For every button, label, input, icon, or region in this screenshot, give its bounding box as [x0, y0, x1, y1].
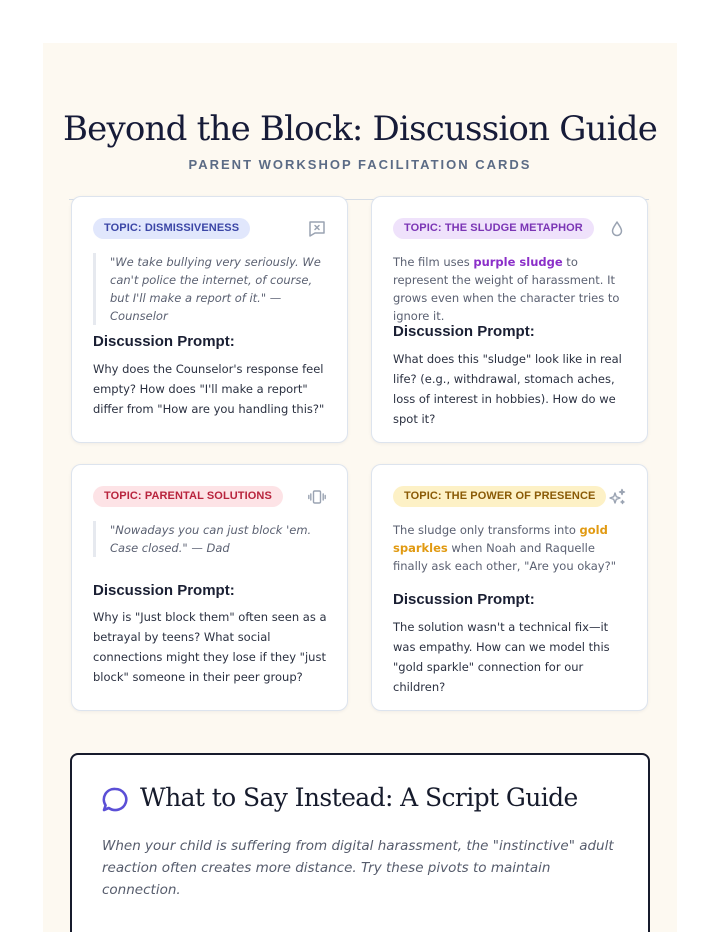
card-parental-solutions	[71, 464, 348, 711]
page-title: Beyond the Block: Discussion Guide	[62, 109, 658, 149]
script-guide-title: What to Say Instead: A Script Guide	[140, 783, 578, 812]
prompt-text: What does this "sludge" look like in real life? (e.g., withdrawal, stomach aches, loss of interest in hobbies). How do we spot it?	[393, 352, 622, 426]
script-guide-section	[70, 753, 650, 932]
card-dismissiveness	[71, 196, 348, 443]
card-description	[393, 253, 629, 325]
highlight-gold-sparkles: gold sparkles	[393, 523, 608, 555]
script-guide-intro: When your child is suffering from digital harassment, the "instinctive" adult reaction often creates more distance. Try these pivots to maintain connection.	[102, 838, 614, 898]
highlight-purple-sludge: purple sludge	[473, 255, 563, 269]
card-power-of-presence	[371, 464, 648, 711]
topic-badge: TOPIC: PARENTAL SOLUTIONS	[93, 486, 283, 507]
sparkles-icon	[607, 487, 627, 507]
prompt-text: Why does the Counselor's response feel empty? How does "I'll make a report" differ from "How are you handling this?"	[93, 362, 325, 416]
message-x-icon	[307, 219, 327, 239]
card-quote: "We take bullying very seriously. We can't police the internet, of course, but I'll make a report of it." — Counselor	[93, 253, 325, 325]
topic-badge: TOPIC: THE POWER OF PRESENCE	[393, 486, 606, 507]
card-quote: "Nowadays you can just block 'em. Case closed." — Dad	[93, 521, 325, 557]
phone-vibrate-icon	[307, 487, 327, 507]
topic-badge: TOPIC: THE SLUDGE METAPHOR	[393, 218, 594, 239]
description-text: to represent the weight of harassment. It grows even when the character tries to ignore it.	[393, 255, 620, 323]
card-description	[393, 521, 629, 575]
prompt-title: Discussion Prompt:	[393, 591, 535, 608]
description-text: when Noah and Raquelle finally ask each other, "Are you okay?"	[393, 541, 617, 573]
description-text: The film uses	[393, 255, 474, 269]
description-text: The sludge only transforms into	[393, 523, 580, 537]
topic-badge: TOPIC: DISMISSIVENESS	[93, 218, 250, 239]
prompt-title: Discussion Prompt:	[93, 582, 235, 599]
card-sludge-metaphor	[371, 196, 648, 443]
prompt-title: Discussion Prompt:	[93, 333, 235, 350]
droplet-icon	[607, 219, 627, 239]
prompt-text: Why is "Just block them" often seen as a betrayal by teens? What social connections might they lose if they "just block" someone in their peer group?	[93, 610, 327, 684]
worksheet-page	[43, 43, 677, 932]
speech-bubble-icon	[100, 785, 130, 815]
prompt-text: The solution wasn't a technical fix—it was empathy. How can we model this "gold sparkle" connection for our children?	[393, 620, 610, 694]
prompt-title: Discussion Prompt:	[393, 323, 535, 340]
page-subtitle: PARENT WORKSHOP FACILITATION CARDS	[188, 157, 532, 172]
